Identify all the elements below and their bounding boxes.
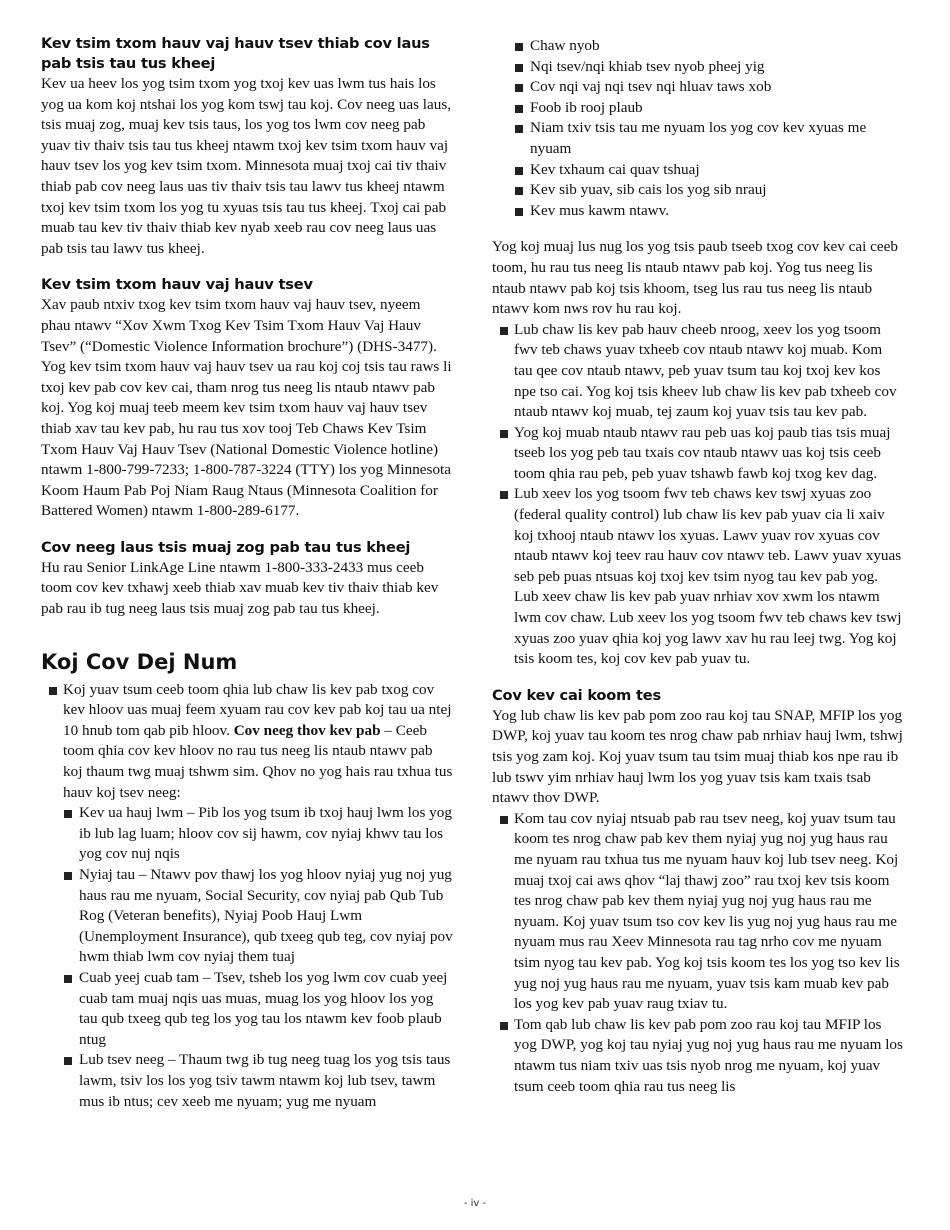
list-item: Kev mus kawm ntawv. [492, 201, 904, 222]
page-number: - iv - [463, 1198, 487, 1209]
bullet-rest: – Ceeb toom qhia cov kev hloov no rau tus neeg lis ntaub ntawv pab koj thaum twg muaj tshwm sim. Qhov no yog hais rau txhua tus hauv koj tsev neeg: [63, 721, 453, 801]
list-item: Lub xeev los yog tsoom fwv teb chaws kev tswj xyuas zoo (federal quality control) lub chaw lis kev pab yuav cia li xaiv koj txhooj ntaub ntawv los xyuas. Lawv yuav rov xyuas cov ntaub ntawv koj teev rau hauv cov ntawv teb. Lawv yuav xyuas seb peb puas ntsuas koj txoj kev tsim nyog tau kev pab yog. Lub xeev chaw lis kev pab yuav nrhiav xov xwm los ntawm lwm cov chaw. Lub xeev los yog tsoom fwv teb chaws kev tswj xyuas zoo yuav qhia koj yog lawv xav hu rau leej twg. Yog koj tsis koom tes, koj cov kev pab yuav tu. [492, 484, 904, 669]
change-types-list-continued [492, 36, 904, 221]
section-text-domestic-violence: Xav paub ntxiv txog kev tsim txom hauv vaj hauv tsev, nyeem phau ntawv “Xov Xwm Txog Kev Tsim Txom Hauv Vaj Hauv Tsev” (“Domestic Violence Information brochure”) (DHS-3477). Yog kev tsim txom hauv vaj hauv tsev ua rau koj coj tsis tau raws li txoj kev pab cov kev cai, tham nrog tus neeg lis ntaub ntawv pab koj. Yog koj muaj teeb meem kev tsim txom hauv vaj hauv tsev thiab xav tau kev pab, hu rau tus xov tooj Teb Chaws Kev Tsim Txom Hauv Vaj Hauv Tsev (National Domestic Violence hotline) ntawm 1-800-799-7233; 1-800-787-3224 (TTY) los yog Minnesota Koom Haum Pab Poj Niam Raug Ntaus (Minnesota Coalition for Battered Women) ntawm 1-800-289-6177. [41, 296, 452, 520]
list-item: Kom tau cov nyiaj ntsuab pab rau tsev neeg, koj yuav tsum tau koom tes nrog chaw pab kev them nyiaj yug noj yug haus rau me nyuam rau txhua tus me nyuam hauv koj lub tsev neeg. Koj muaj txoj cai aws qhov “laj thawj zoo” rau txoj kev tsis koom tes nrog chaw pab kev them nyiaj yug noj yug haus rau me nyuam. Koj yuav tsum tso cov kev lis yug noj yug haus rau me nyuam mus rau Xeev Minnesota rau tag nrho cov me nyuam tsim nyog tau kev pab. Yog koj tsis koom tes los yog tso kev lis yug noj yug haus rau me nyuam, yuav tsis kam muab kev pab los yog kev pab yuav raug txiav tu. [492, 809, 904, 1015]
questions-paragraph: Yog koj muaj lus nug los yog tsis paub tseeb txog cov kev cai ceeb toom, hu rau tus neeg lis ntaub ntawv pab koj. Yog tus neeg lis ntaub ntawv pab koj tsis khoom, tseg lus rau tus neeg lis ntaub ntawv kom nws rov hu rau koj. [492, 238, 898, 318]
list-item: Lub tsev neeg – Thaum twg ib tug neeg tuag los yog tsis taus lawm, tsiv los los yog tsiv tawm ntawm koj lub tsev, tawm mus ib ntus; cev xeeb me nyuam; yug me nyuam [63, 1050, 453, 1112]
list-item: Cuab yeej cuab tam – Tsev, tsheb los yog lwm cov cuab yeej cuab tam muaj nqis uas muas, muag los yog hloov los yog tau qub txeeg qub teg los yog tau los ntawm kev foob plaub ntug [63, 968, 453, 1050]
left-column [41, 34, 453, 1112]
list-item: Cov nqi vaj nqi tsev nqi hluav taws xob [492, 77, 904, 98]
list-item: Kev txhaum cai quav tshuaj [492, 160, 904, 181]
list-item: Kev sib yuav, sib cais los yog sib nrauj [492, 180, 904, 201]
list-item: Nyiaj tau – Ntawv pov thawj los yog hloov nyiaj yug noj yug haus rau me nyuam, Social Security, cov nyiaj pab Qub Tub Rog (Veteran benefits), Nyiaj Poob Hauj Lwm (Unemployment Insurance), qub txeeg qub teg, cov nyiaj pov hwm thiab lwm cov nyiaj them tuaj [63, 865, 453, 968]
section-text-vulnerable-adults: Kev ua heev los yog tsim txom yog txoj kev uas lwm tus hais los yog ua kom koj ntshai los yog kom tswj tau koj. Cov neeg uas laus, tsis muaj zog, muaj kev tsis taus, los yog tos lwm cov neeg pab yuav tiv thaiv tsis tau tus kheej ntawm txoj kev tsim txom hauv vaj hauv tsev los yog kev tsim txom. Minnesota muaj txoj cai tiv thaiv thiab pab cov neeg laus uas tiv thaiv tsis tau lawv tus kheej ntawm txoj kev tsim txom los yog tu xyuas tsis tau tus kheej. Txoj cai pab muab tau kev tiv thaiv thiab kev nyab xeeb rau cov neeg laus uas pab tsis tau lawv tus kheej. [41, 75, 452, 257]
section-heading-senior-linkage: Cov neeg laus tsis muaj zog pab tau tus kheej [41, 538, 411, 556]
bullet-bold-label: Cov neeg thov kev pab [233, 721, 381, 739]
list-item: Yog koj muab ntaub ntawv rau peb uas koj paub tias tsis muaj tseeb los yog peb tau txais cov ntaub ntawv uas koj tsis ceeb toom qhia rau peb, peb yuav tshawb fawb koj txog kev dag. [492, 423, 904, 485]
list-item: Kev ua hauj lwm – Pib los yog tsum ib txoj hauj lwm los yog ib lub lag luam; hloov cov sij hawm, cov nyiaj khwv tau los yog cov nuj nqis [63, 803, 453, 865]
list-item: Nqi tsev/nqi khiab tsev nyob pheej yig [492, 57, 904, 78]
list-item [41, 680, 453, 1112]
list-item: Lub chaw lis kev pab hauv cheeb nroog, xeev los yog tsoom fwv teb chaws yuav txheeb cov ntaub ntawv koj muab. Kom tau qee cov ntaub ntawv, peb yuav tsum tau koj txoj kev kos npe tso cai. Yog koj tsis kheev lub chaw lis kev pab txheeb cov ntaub ntawv koj muab, tej zaum koj yuav tsis tau kev pab. [492, 320, 904, 423]
list-item: Foob ib rooj plaub [492, 98, 904, 119]
responsibilities-list [41, 680, 453, 1112]
list-item: Niam txiv tsis tau me nyuam los yog cov kev xyuas me nyuam [492, 118, 904, 159]
section-heading-domestic-violence: Kev tsim txom hauv vaj hauv tsev [41, 276, 313, 294]
bullet-intro: Koj yuav tsum ceeb toom qhia lub chaw lis kev pab txog cov kev hloov uas muaj feem xyuam rau cov kev pab koj tau ua ntej 10 hnub tom qab pib hloov. [63, 680, 452, 739]
list-item: Tom qab lub chaw lis kev pab pom zoo rau koj tau MFIP los yog DWP, yog koj tau nyiaj yug noj yug haus rau me nyuam los ntawm tus niam txiv uas tsis nyob nrog me nyuam, koj yuav tsum ceeb toom qhia rau tus neeg lis [492, 1015, 904, 1097]
section-text-cooperation: Yog lub chaw lis kev pab pom zoo rau koj tau SNAP, MFIP los yog DWP, koj yuav tau koom tes nrog chaw pab nrhiav hauj lwm, tshwj tsis yog zam koj. Koj yuav tsum tau tsim muaj thiab kos npe rau ib lub tswv yim nrhiav hauj lwm los yog yuav tsis kam txais tsab ntawv thov DWP. [492, 706, 903, 807]
right-column [492, 36, 904, 1097]
change-types-list [63, 803, 453, 1112]
section-heading-vulnerable-adults: Kev tsim txom hauv vaj hauv tsev thiab cov laus pab tsis tau tus kheej [41, 35, 430, 72]
cooperation-list [492, 809, 904, 1097]
section-heading-cooperation: Cov kev cai koom tes [492, 686, 661, 704]
list-item: Chaw nyob [492, 36, 904, 57]
verification-list [492, 320, 904, 670]
page-heading-responsibilities: Koj Cov Dej Num [41, 649, 238, 674]
section-text-senior-linkage: Hu rau Senior LinkAge Line ntawm 1-800-333-2433 mus ceeb toom cov kev txhawj xeeb thiab xav muab kev tiv thaiv thiab kev pab rau ib tug neeg laus tsis muaj zog pab tau tus kheej. [41, 558, 439, 618]
